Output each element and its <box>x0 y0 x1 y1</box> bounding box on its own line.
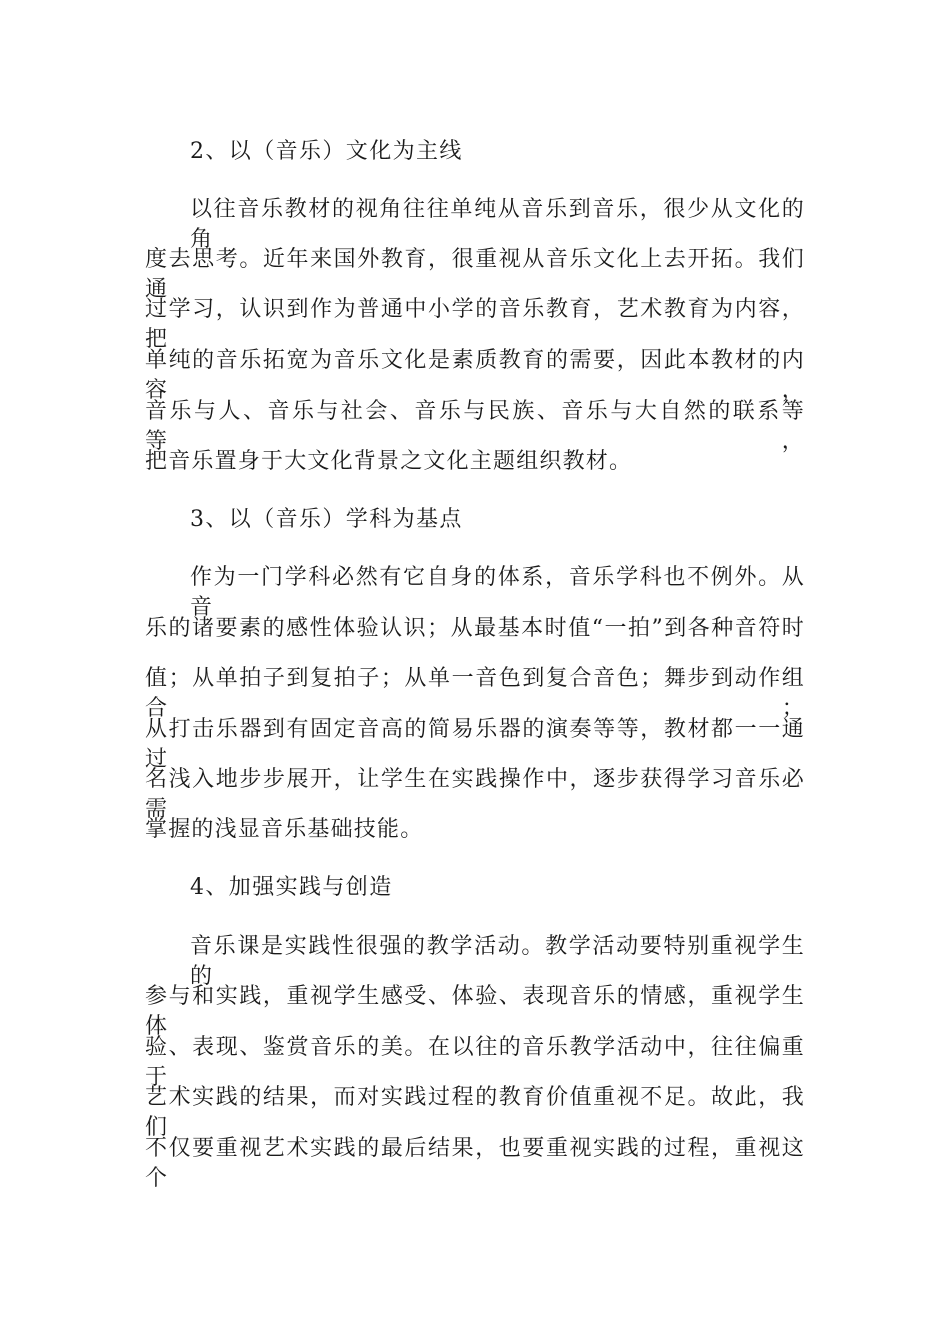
paragraph-line: 从打击乐器到有固定音高的简易乐器的演奏等等，教材都一一通过 <box>145 717 805 772</box>
paragraph-line: 不仅要重视艺术实践的最后结果，也要重视实践的过程，重视这个 <box>145 1136 805 1191</box>
paragraph-line: 艺术实践的结果，而对实践过程的教育价值重视不足。故此，我们 <box>145 1085 805 1140</box>
paragraph-line: 音乐与人、音乐与社会、音乐与民族、音乐与大自然的联系等等， <box>145 399 805 454</box>
paragraph-line: 度去思考。近年来国外教育，很重视从音乐文化上去开拓。我们通 <box>145 247 805 302</box>
paragraph-line: 过学习，认识到作为普通中小学的音乐教育，艺术教育为内容，把 <box>145 297 805 352</box>
paragraph-line: 乐的诸要素的感性体验认识；从最基本时值“一拍”到各种音符时 <box>145 616 805 641</box>
paragraph-line: 以往音乐教材的视角往往单纯从音乐到音乐，很少从文化的角 <box>190 197 805 252</box>
paragraph-line: 作为一门学科必然有它自身的体系，音乐学科也不例外。从音 <box>190 565 805 620</box>
paragraph-line: 名浅入地步步展开，让学生在实践操作中，逐步获得学习音乐必需 <box>145 767 805 822</box>
paragraph-line: 掌握的浅显音乐基础技能。 <box>145 817 424 842</box>
section-heading-2: 2、以（音乐）文化为主线 <box>190 139 463 164</box>
paragraph-line: 值；从单拍子到复拍子；从单一音色到复合音色；舞步到动作组合； <box>145 666 805 721</box>
paragraph-line: 音乐课是实践性很强的教学活动。教学活动要特别重视学生的 <box>190 934 805 989</box>
section-heading-3: 3、以（音乐）学科为基点 <box>190 507 463 532</box>
paragraph-line: 参与和实践，重视学生感受、体验、表现音乐的情感，重视学生体 <box>145 984 805 1039</box>
paragraph-line: 验、表现、鉴赏音乐的美。在以往的音乐教学活动中，往往偏重于 <box>145 1035 805 1090</box>
paragraph-line: 把音乐置身于大文化背景之文化主题组织教材。 <box>145 449 633 474</box>
section-heading-4: 4、加强实践与创造 <box>190 875 393 900</box>
paragraph-line: 单纯的音乐拓宽为音乐文化是素质教育的需要，因此本教材的内容， <box>145 348 805 403</box>
